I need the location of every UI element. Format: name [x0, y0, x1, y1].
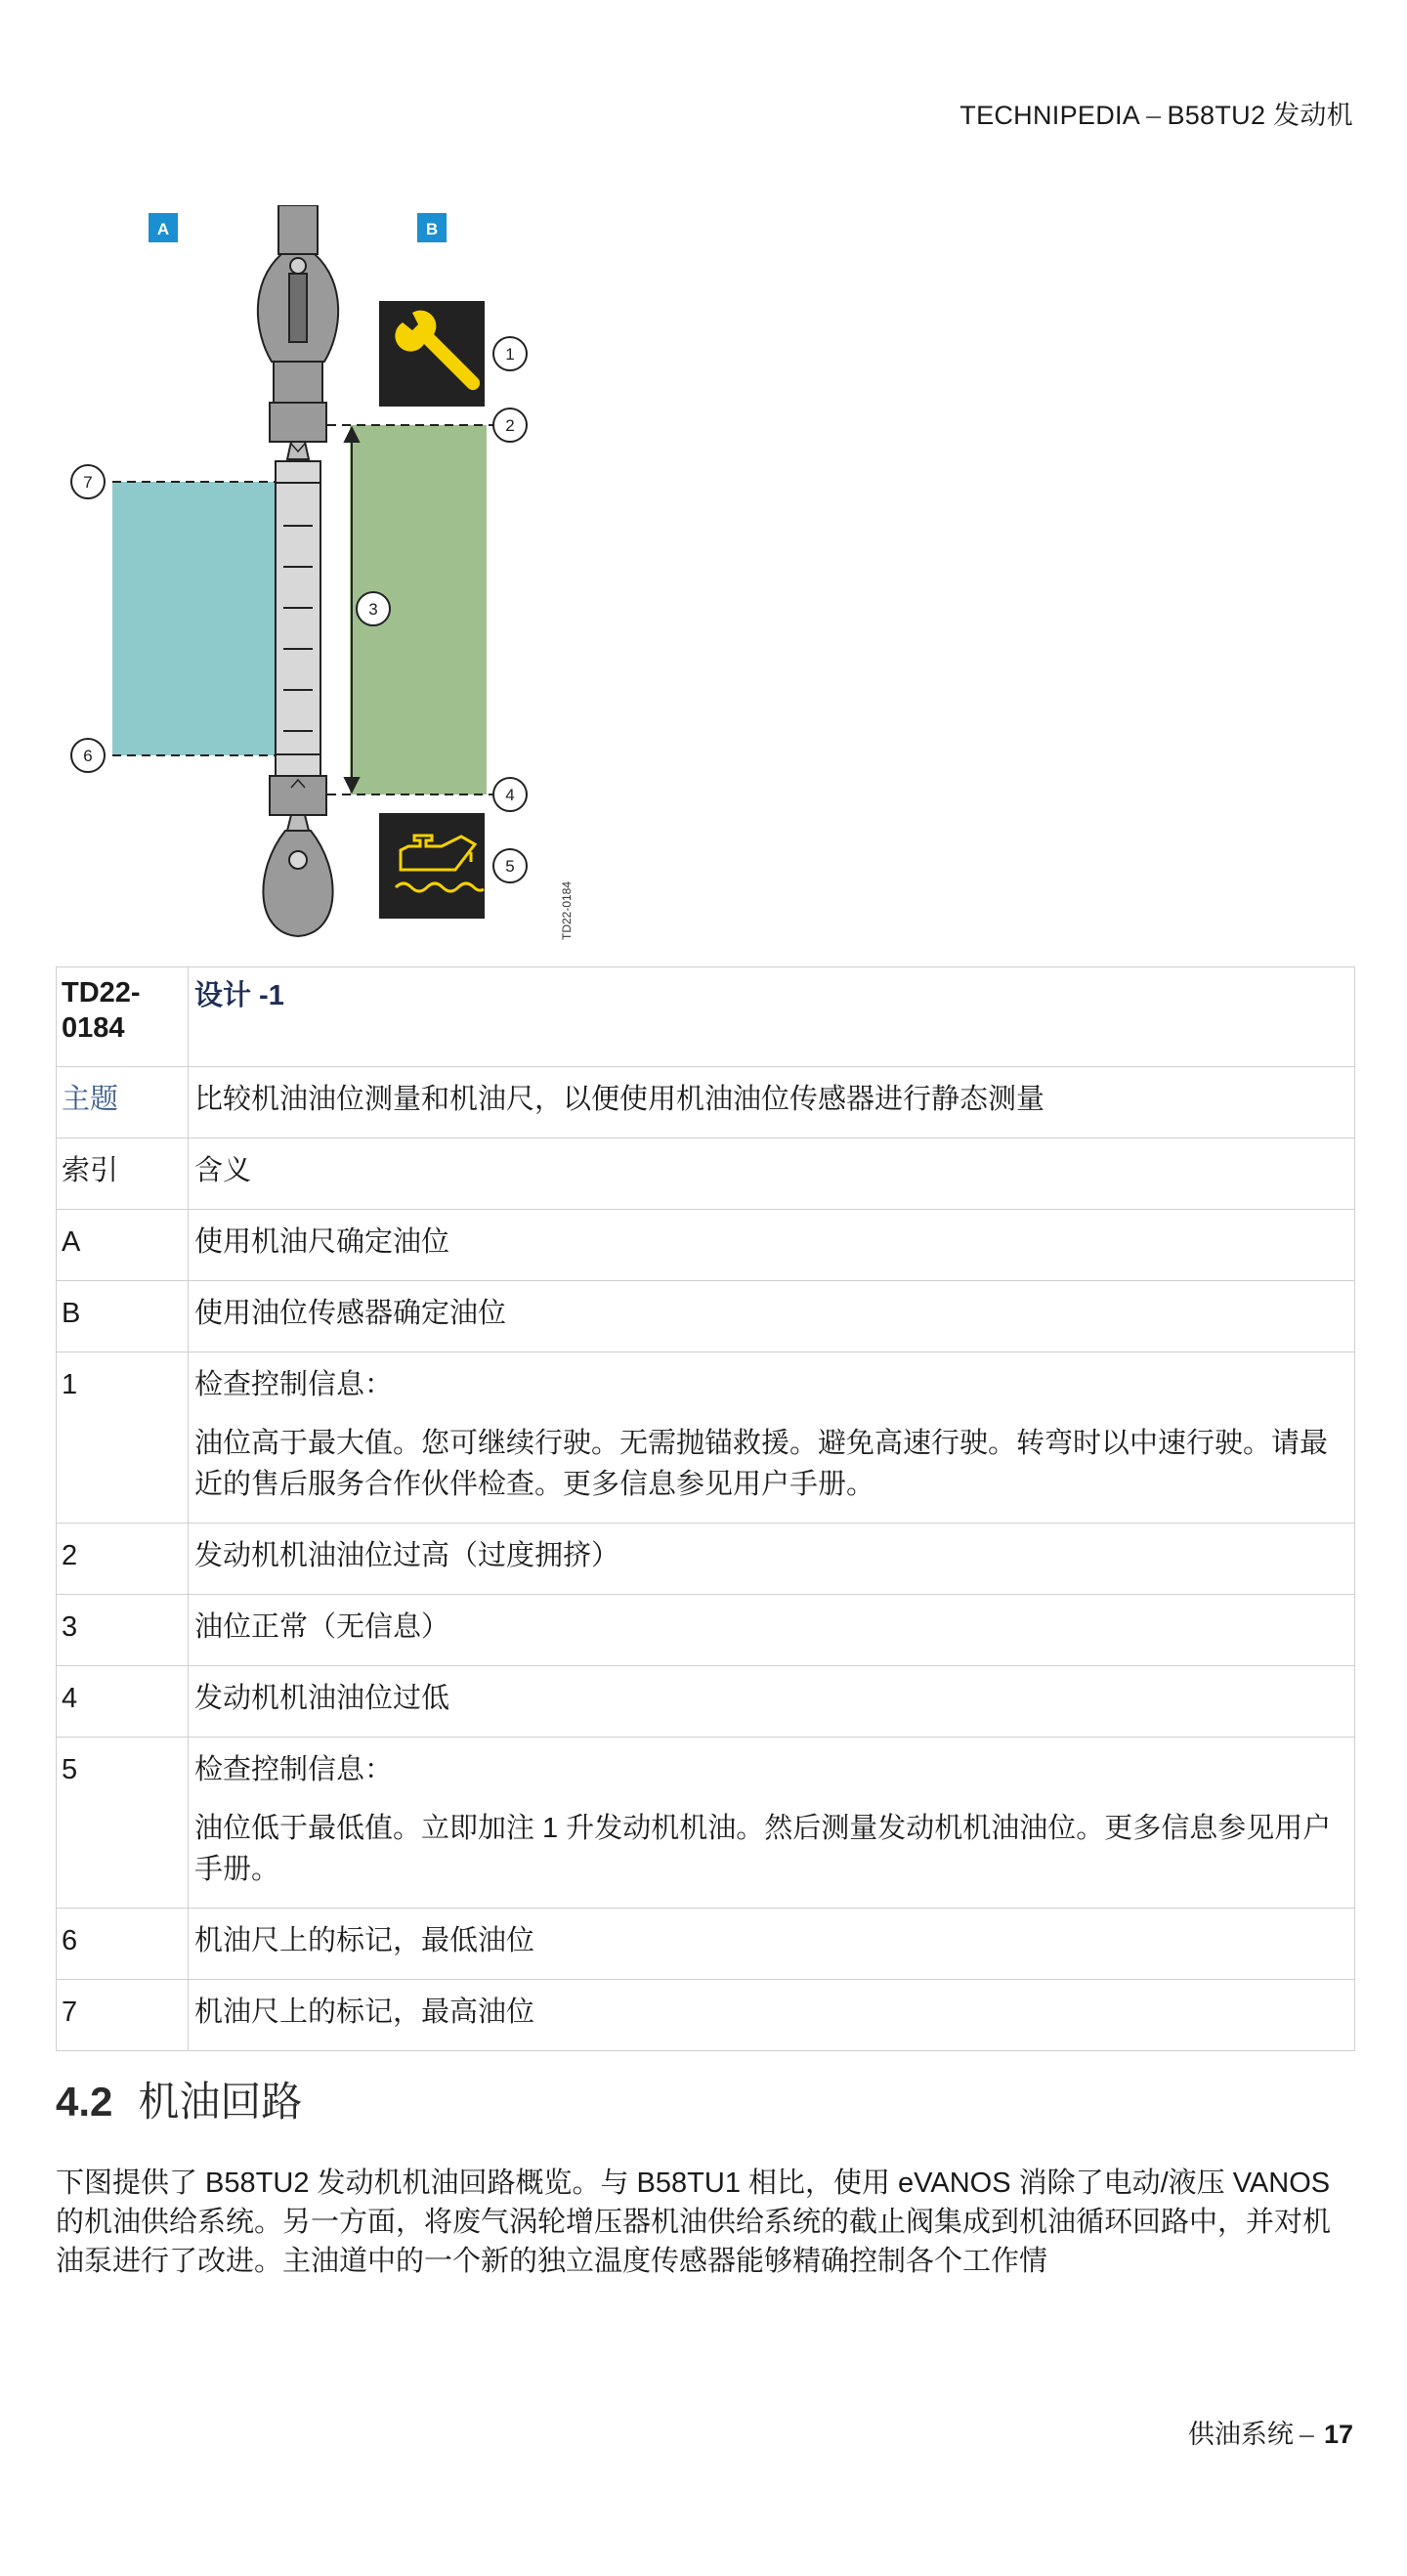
callout-2: 2 [505, 416, 515, 435]
table-topic-row [57, 1066, 1355, 1138]
table-row [57, 1280, 1355, 1352]
oil-level-figure [59, 205, 606, 958]
section-body: 下图提供了 B58TU2 发动机机油回路概览。与 B58TU1 相比，使用 eVANOS 消除了电动/液压 VANOS 的机油供给系统。另一方面，将废气涡轮增压器机油供给系统的截止阀集成到机油循环回路中，并对机油泵进行了改进。主油道中的一个新的独立温度传感器能够精确控制各个工作情 [56, 2168, 1332, 2277]
table-header-key: TD22-0184 [57, 967, 189, 1067]
row-meaning-line: 机油尺上的标记，最低油位 [194, 1925, 535, 1957]
table-header-row [57, 967, 1355, 1067]
header-title: B58TU2 发动机 [1167, 101, 1353, 130]
row-index: 2 [57, 1523, 189, 1594]
section-title [56, 2070, 302, 2128]
table-row [57, 1352, 1355, 1523]
dipstick-range-area [112, 482, 283, 755]
page-number: 17 [1323, 2420, 1353, 2449]
section-number: 4.2 [56, 2079, 113, 2125]
header-brand: TECHNIPEDIA [959, 101, 1141, 130]
row-meaning-line: 检查控制信息： [194, 1368, 394, 1400]
row-meaning [189, 1352, 1355, 1523]
row-meaning-line: 油位正常（无信息） [194, 1610, 450, 1643]
row-index: 1 [57, 1352, 189, 1523]
table-row [57, 1737, 1355, 1908]
page-header [959, 94, 1353, 132]
callout-7: 7 [83, 473, 93, 492]
label-b: B [425, 220, 439, 238]
row-index: 索引 [57, 1138, 189, 1209]
row-meaning-line: 油位高于最大值。您可继续行驶。无需抛锚救援。避免高速行驶。转弯时以中速行驶。请最近的售后服务合作伙伴检查。更多信息参见用户手册。 [194, 1427, 1329, 1500]
table-row [57, 1665, 1355, 1737]
row-meaning-line: 检查控制信息： [194, 1753, 394, 1785]
topic-key: 主题 [57, 1066, 189, 1138]
row-meaning-line: 使用油位传感器确定油位 [194, 1297, 507, 1329]
table-row [57, 1980, 1355, 2051]
table-row [57, 1594, 1355, 1665]
callout-6: 6 [83, 747, 93, 765]
row-meaning [189, 1594, 1355, 1665]
row-index: 7 [57, 1980, 189, 2051]
callout-5: 5 [505, 857, 515, 876]
row-meaning [189, 1737, 1355, 1908]
table-row [57, 1523, 1355, 1594]
callout-1: 1 [505, 345, 515, 364]
wrench-icon [379, 301, 485, 407]
label-b-box [417, 213, 447, 242]
oil-can-icon [379, 813, 485, 919]
table-row [57, 1138, 1355, 1209]
legend-table [56, 966, 1355, 2051]
row-index: 4 [57, 1665, 189, 1737]
table-row [57, 1209, 1355, 1280]
row-meaning-line: 发动机机油油位过高（过度拥挤） [194, 1539, 620, 1571]
row-meaning [189, 1980, 1355, 2051]
header-separator: – [1146, 101, 1162, 130]
callout-4: 4 [505, 786, 515, 804]
row-index: A [57, 1209, 189, 1280]
row-meaning-line: 发动机机油油位过低 [194, 1682, 450, 1714]
label-a-box [149, 213, 178, 242]
footer-separator: – [1299, 2420, 1314, 2449]
row-meaning [189, 1138, 1355, 1209]
row-meaning-line: 含义 [194, 1154, 252, 1186]
section-heading: 机油回路 [138, 2079, 303, 2125]
row-index: B [57, 1280, 189, 1352]
label-a: A [156, 220, 170, 238]
row-meaning [189, 1909, 1355, 1980]
row-meaning [189, 1523, 1355, 1594]
row-index: 5 [57, 1737, 189, 1908]
row-index: 6 [57, 1909, 189, 1980]
footer-chapter: 供油系统 [1187, 2420, 1294, 2449]
topic-value: 比较机油油位测量和机油尺，以便使用机油油位传感器进行静态测量 [189, 1066, 1355, 1138]
row-meaning-line: 油位低于最低值。立即加注 1 升发动机机油。然后测量发动机机油油位。更多信息参见用户手册。 [194, 1813, 1332, 1886]
row-meaning [189, 1209, 1355, 1280]
row-meaning-line: 使用机油尺确定油位 [194, 1225, 450, 1258]
row-index: 3 [57, 1594, 189, 1665]
row-meaning [189, 1280, 1355, 1352]
page-footer [1188, 2413, 1353, 2451]
row-meaning-line: 机油尺上的标记，最高油位 [194, 1996, 535, 2029]
table-row [57, 1909, 1355, 1980]
row-meaning [189, 1665, 1355, 1737]
figure-code: TD22-0184 [560, 880, 574, 940]
table-header-value: 设计 -1 [189, 967, 1355, 1067]
callout-3: 3 [368, 600, 378, 619]
